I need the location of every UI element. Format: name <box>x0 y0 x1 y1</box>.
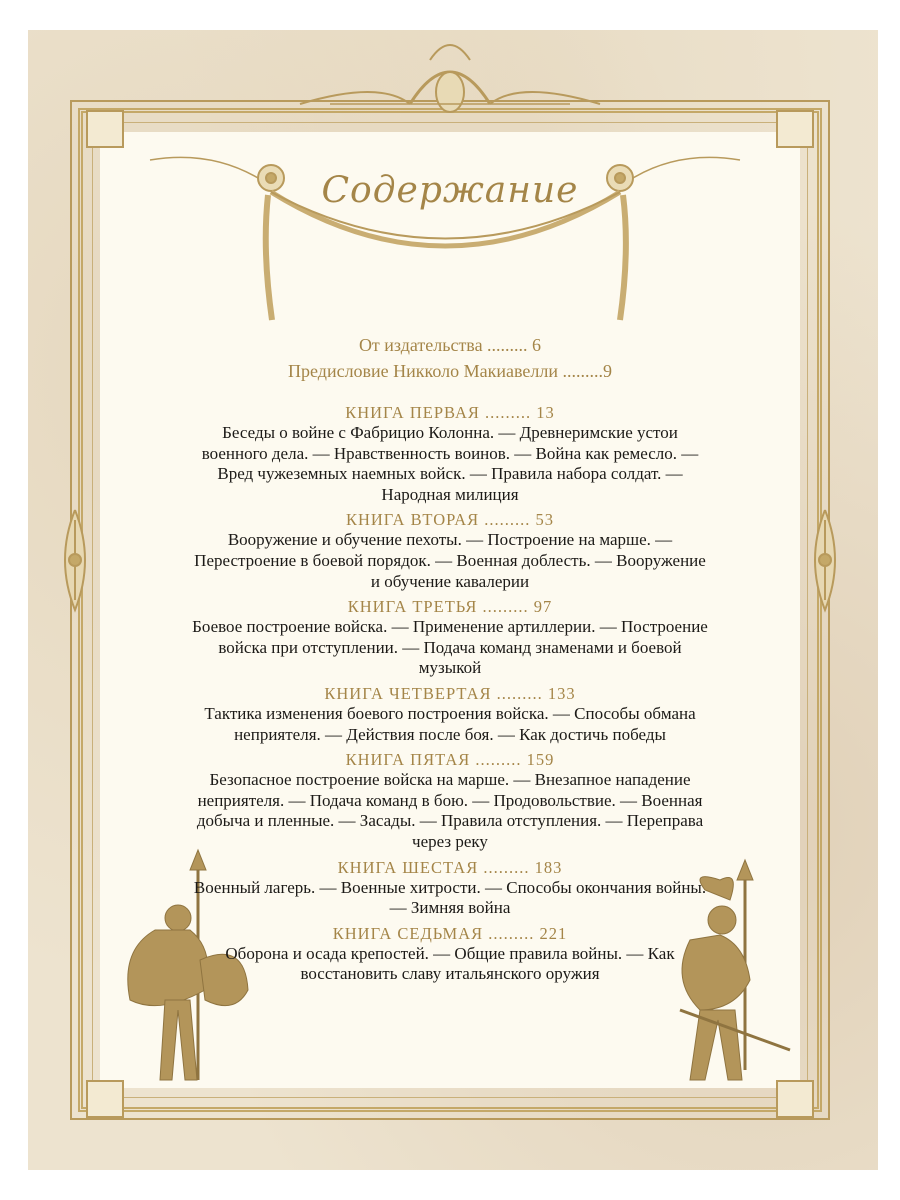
book-desc-1: Беседы о войне с Фабрицио Колонна. — Древнеримские устои военного дела. — Нравственность воинов. — Война как ремесло. — Вред чужеземных наемных войск. — Правила набора солдат. — Народная милиция <box>201 423 699 504</box>
front-matter-entry-preface: Предисловие Никколо Макиавелли .........9 <box>288 361 612 381</box>
book-desc-2: Вооружение и обучение пехоты. — Построение на марше. — Перестроение в боевой порядок. — Военная доблесть. — Вооружение и обучение кавалерии <box>194 530 706 591</box>
book-desc-7: Оборона и осада крепостей. — Общие правила войны. — Как восстановить славу итальянского оружия <box>225 943 675 984</box>
book-title-4: КНИГА ЧЕТВЕРТАЯ ......... 133 <box>324 683 576 703</box>
top-crest-ornament <box>300 45 600 112</box>
book-title-3: КНИГА ТРЕТЬЯ ......... 97 <box>347 597 553 617</box>
spacer <box>190 384 710 402</box>
side-scroll-ornament-right <box>815 510 835 610</box>
book-desc-3: Боевое построение войска. — Применение артиллерии. — Построение войска при отступлении. — Подача команд знаменами и боевой музыкой <box>192 617 708 678</box>
book-title-2: КНИГА ВТОРАЯ ......... 53 <box>345 510 555 530</box>
book-title-1: КНИГА ПЕРВАЯ ......... 13 <box>345 403 555 422</box>
book-desc-6: Военный лагерь. — Военные хитрости. — Способы окончания войны. — Зимняя война <box>193 877 707 918</box>
book-desc-4: Тактика изменения боевого построения войска. — Способы обмана неприятеля. — Действия после боя. — Как достичь победы <box>204 703 696 744</box>
table-of-contents <box>190 332 710 989</box>
book-title-7: КНИГА СЕДЬМАЯ ......... 221 <box>332 923 568 943</box>
side-scroll-ornament-left <box>65 510 85 610</box>
book-desc-5: Безопасное построение войска на марше. — Внезапное нападение неприятеля. — Подача команд в бою. — Продовольствие. — Военная добыча и пленные. — Засады. — Правила отступления. — Переправа через реку <box>196 770 704 851</box>
book-title-6: КНИГА ШЕСТАЯ ......... 183 <box>337 857 563 877</box>
book-title-5: КНИГА ПЯТАЯ ......... 159 <box>345 750 555 770</box>
page-title: Содержание <box>321 170 579 211</box>
front-matter-entry-publisher: От издательства ......... 6 <box>358 335 542 355</box>
